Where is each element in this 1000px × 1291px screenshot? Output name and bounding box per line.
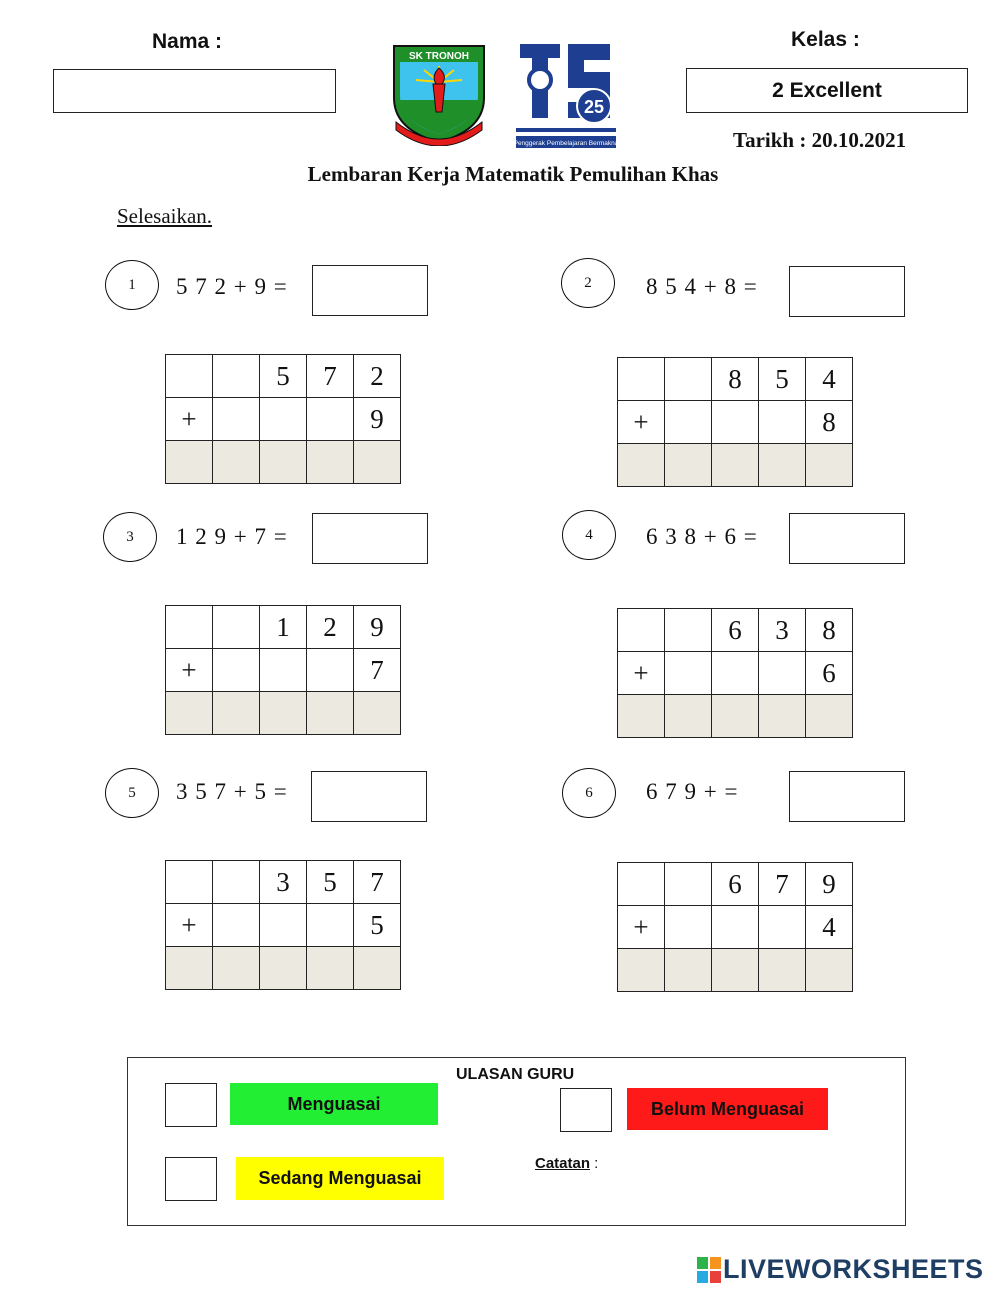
question-number: 3: [126, 528, 134, 545]
grid-row-top: [166, 355, 401, 398]
grid-row-addend: [166, 649, 401, 692]
grid-cell-addend: [759, 652, 806, 695]
nama-label: Nama :: [152, 30, 223, 53]
column-addition-grid: [617, 608, 853, 738]
grid-cell-digit: 8: [712, 358, 759, 401]
grid-cell-digit: 3: [759, 609, 806, 652]
liveworksheets-brand: LIVEWORKSHEETS: [723, 1254, 984, 1284]
grid-cell-answer-input[interactable]: [618, 444, 665, 487]
grid-cell-digit: [618, 609, 665, 652]
grid-cell-answer-input[interactable]: [759, 695, 806, 738]
grid-row-answer: [618, 949, 853, 992]
grid-row-addend: [618, 401, 853, 444]
grid-cell-addend: [307, 398, 354, 441]
grid-row-top: [618, 358, 853, 401]
grid-cell-digit: 6: [712, 863, 759, 906]
grid-cell-answer-input[interactable]: [806, 695, 853, 738]
grid-cell-digit: [166, 355, 213, 398]
grid-cell-digit: [213, 861, 260, 904]
grid-cell-digit: 7: [759, 863, 806, 906]
grid-cell-digit: 4: [806, 358, 853, 401]
grid-cell-answer-input[interactable]: [665, 444, 712, 487]
grid-cell-answer-input[interactable]: [712, 695, 759, 738]
nama-input[interactable]: [53, 69, 336, 113]
question-number: 2: [584, 274, 592, 291]
question-number: 5: [128, 784, 136, 801]
grid-cell-answer-input[interactable]: [354, 947, 401, 990]
grid-cell-digit: 5: [759, 358, 806, 401]
grid-row-addend: [166, 904, 401, 947]
grid-row-answer: [166, 692, 401, 735]
grid-cell-answer-input[interactable]: [618, 695, 665, 738]
grid-cell-addend: 7: [354, 649, 401, 692]
grid-cell-addend: [307, 904, 354, 947]
question-number-circle: [562, 768, 616, 818]
grid-cell-addend: [213, 904, 260, 947]
question-expression: 8 5 4 + 8 =: [646, 274, 758, 299]
question-number-circle: [561, 258, 615, 308]
grid-cell-addend: [260, 904, 307, 947]
sedang-menguasai-label: Sedang Menguasai: [236, 1157, 444, 1200]
question-number: 4: [585, 526, 593, 543]
grid-cell-digit: [166, 861, 213, 904]
grid-cell-addend: [665, 652, 712, 695]
grid-cell-addend: +: [618, 906, 665, 949]
grid-cell-addend: 5: [354, 904, 401, 947]
grid-cell-addend: [213, 649, 260, 692]
grid-cell-digit: [665, 358, 712, 401]
grid-cell-answer-input[interactable]: [806, 949, 853, 992]
grid-row-addend: [618, 906, 853, 949]
grid-cell-addend: [213, 398, 260, 441]
worksheet-title: Lembaran Kerja Matematik Pemulihan Khas: [307, 162, 719, 186]
grid-cell-addend: [759, 401, 806, 444]
grid-cell-addend: +: [618, 652, 665, 695]
column-addition-grid: [617, 357, 853, 487]
grid-cell-addend: 6: [806, 652, 853, 695]
answer-box[interactable]: [312, 265, 428, 316]
grid-cell-addend: 8: [806, 401, 853, 444]
grid-cell-digit: 6: [712, 609, 759, 652]
grid-cell-digit: 3: [260, 861, 307, 904]
answer-box[interactable]: [311, 771, 427, 822]
question-number: 1: [128, 276, 136, 293]
ulasan-guru-title: ULASAN GURU: [456, 1066, 575, 1083]
tarikh-date: Tarikh : 20.10.2021: [733, 128, 907, 152]
grid-row-answer: [618, 695, 853, 738]
grid-cell-addend: [260, 398, 307, 441]
liveworksheets-logo-icon: [697, 1257, 721, 1283]
grid-cell-digit: 1: [260, 606, 307, 649]
grid-cell-addend: [665, 401, 712, 444]
grid-cell-digit: 2: [354, 355, 401, 398]
grid-cell-digit: 7: [307, 355, 354, 398]
kelas-label: Kelas :: [791, 28, 860, 51]
grid-row-top: [618, 609, 853, 652]
catatan-field: [535, 1155, 598, 1172]
grid-cell-digit: 9: [806, 863, 853, 906]
grid-cell-answer-input[interactable]: [307, 441, 354, 484]
grid-cell-answer-input[interactable]: [307, 692, 354, 735]
grid-row-answer: [618, 444, 853, 487]
grid-row-addend: [166, 398, 401, 441]
grid-cell-answer-input[interactable]: [806, 444, 853, 487]
grid-cell-answer-input[interactable]: [260, 441, 307, 484]
grid-cell-digit: [213, 606, 260, 649]
question-expression: 6 3 8 + 6 =: [646, 524, 758, 549]
grid-cell-digit: 7: [354, 861, 401, 904]
question-number-circle: [103, 512, 157, 562]
grid-cell-digit: [213, 355, 260, 398]
grid-cell-answer-input[interactable]: [213, 692, 260, 735]
kelas-input[interactable]: 2 Excellent: [686, 68, 968, 113]
school-crest-logo: [388, 38, 490, 146]
question-expression: 1 2 9 + 7 =: [176, 524, 288, 549]
grid-cell-digit: 5: [307, 861, 354, 904]
grid-row-top: [166, 606, 401, 649]
grid-cell-digit: [166, 606, 213, 649]
question-number-circle: [562, 510, 616, 560]
catatan-colon: :: [590, 1155, 599, 1172]
sedang-menguasai-checkbox[interactable]: [165, 1157, 217, 1201]
belum-menguasai-checkbox[interactable]: [560, 1088, 612, 1132]
grid-cell-answer-input[interactable]: [712, 444, 759, 487]
menguasai-checkbox[interactable]: [165, 1083, 217, 1127]
grid-cell-answer-input[interactable]: [260, 692, 307, 735]
grid-cell-answer-input[interactable]: [618, 949, 665, 992]
belum-menguasai-label: Belum Menguasai: [627, 1088, 828, 1130]
grid-cell-addend: [759, 906, 806, 949]
instruction-text: Selesaikan.: [117, 204, 213, 228]
grid-cell-addend: [712, 906, 759, 949]
grid-cell-digit: 9: [354, 606, 401, 649]
grid-cell-addend: +: [166, 649, 213, 692]
grid-cell-digit: 5: [260, 355, 307, 398]
grid-cell-digit: [665, 609, 712, 652]
grid-row-answer: [166, 441, 401, 484]
grid-cell-digit: 8: [806, 609, 853, 652]
grid-cell-addend: +: [166, 904, 213, 947]
grid-cell-answer-input[interactable]: [665, 949, 712, 992]
column-addition-grid: [165, 354, 401, 484]
question-number-circle: [105, 260, 159, 310]
answer-box[interactable]: [789, 513, 905, 564]
grid-cell-addend: 4: [806, 906, 853, 949]
grid-cell-answer-input[interactable]: [213, 441, 260, 484]
question-number-circle: [105, 768, 159, 818]
grid-cell-addend: [712, 401, 759, 444]
grid-row-top: [618, 863, 853, 906]
grid-cell-answer-input[interactable]: [759, 444, 806, 487]
grid-cell-answer-input[interactable]: [354, 692, 401, 735]
grid-cell-answer-input[interactable]: [213, 947, 260, 990]
grid-cell-digit: [618, 358, 665, 401]
grid-cell-answer-input[interactable]: [166, 441, 213, 484]
answer-box[interactable]: [789, 266, 905, 317]
question-number: 6: [585, 784, 593, 801]
grid-cell-answer-input[interactable]: [759, 949, 806, 992]
grid-cell-answer-input[interactable]: [712, 949, 759, 992]
grid-cell-addend: 9: [354, 398, 401, 441]
catatan-label: Catatan: [535, 1155, 591, 1172]
grid-cell-addend: [665, 906, 712, 949]
grid-cell-digit: [618, 863, 665, 906]
grid-cell-answer-input[interactable]: [354, 441, 401, 484]
grid-cell-addend: +: [618, 401, 665, 444]
grid-cell-answer-input[interactable]: [665, 695, 712, 738]
grid-cell-digit: 2: [307, 606, 354, 649]
ts-caption: Penggerak Pembelajaran Bermakna: [514, 140, 618, 147]
grid-row-addend: [618, 652, 853, 695]
grid-cell-addend: +: [166, 398, 213, 441]
question-expression: 5 7 2 + 9 =: [176, 274, 288, 299]
grid-cell-addend: [307, 649, 354, 692]
grid-cell-digit: [665, 863, 712, 906]
grid-cell-addend: [260, 649, 307, 692]
column-addition-grid: [165, 605, 401, 735]
grid-cell-addend: [712, 652, 759, 695]
grid-row-top: [166, 861, 401, 904]
answer-box[interactable]: [312, 513, 428, 564]
grid-cell-answer-input[interactable]: [166, 692, 213, 735]
question-expression: 6 7 9 + =: [646, 779, 739, 804]
question-expression: 3 5 7 + 5 =: [176, 779, 288, 804]
ts25-logo: [514, 38, 618, 148]
crest-school-name: SK TRONOH: [409, 51, 469, 62]
grid-cell-answer-input[interactable]: [166, 947, 213, 990]
grid-cell-answer-input[interactable]: [307, 947, 354, 990]
ts-number: 25: [583, 97, 605, 117]
grid-row-answer: [166, 947, 401, 990]
column-addition-grid: [165, 860, 401, 990]
answer-box[interactable]: [789, 771, 905, 822]
menguasai-label: Menguasai: [230, 1083, 438, 1125]
column-addition-grid: [617, 862, 853, 992]
grid-cell-answer-input[interactable]: [260, 947, 307, 990]
